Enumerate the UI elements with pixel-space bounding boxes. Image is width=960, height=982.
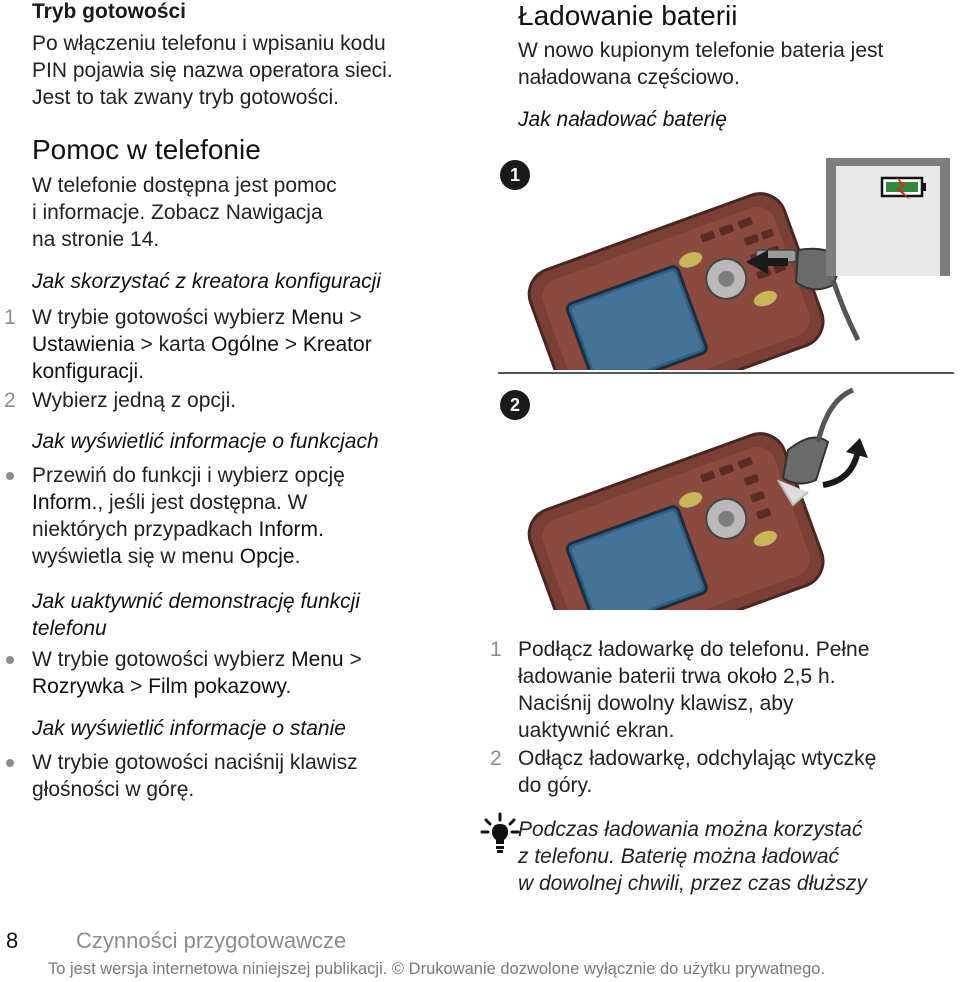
demo-subheading-line: telefonu [32, 617, 107, 640]
help-text [32, 172, 337, 253]
step-line: Podłącz ładowarkę do telefonu. Pełne [518, 638, 870, 661]
bullet-icon [6, 759, 14, 767]
intro-line: W nowo kupionym telefonie bateria jest [518, 39, 884, 62]
charging-heading: Ładowanie baterii [518, 0, 738, 31]
battery-charging-icon [882, 176, 926, 200]
copyright-notice: To jest wersja internetowa niniejszej publikacji. © Drukowanie dozwolone wyłącznie do użytku prywatnego. [48, 960, 826, 978]
standby-line: Po włączeniu telefonu i wpisaniu kodu [32, 32, 386, 55]
step-number: 2 [4, 389, 16, 412]
demo-subheading [32, 588, 360, 642]
phone-unplug-illustration [498, 380, 960, 610]
step-text: W trybie gotowości wybierz [32, 306, 292, 329]
bullet-icon [6, 472, 14, 480]
functions-line: , jeśli jest dostępna. W [97, 491, 308, 514]
demo-line: W trybie gotowości wybierz [32, 648, 292, 671]
standby-line: Jest to tak zwany tryb gotowości. [32, 86, 339, 109]
wizard-step-1 [32, 304, 372, 385]
settings-term: Ustawienia [32, 333, 135, 356]
phone-icon [522, 426, 830, 610]
functions-subheading: Jak wyświetlić informacje o funkcjach [32, 430, 379, 453]
status-text [32, 749, 358, 803]
charge-step-2 [518, 745, 876, 799]
standby-line: PIN pojawia się nazwa operatora sieci. [32, 59, 393, 82]
bullet-icon [6, 656, 14, 664]
nav-reference: Nawigacja [225, 201, 323, 224]
step-text: > karta [134, 333, 212, 356]
tip-line: w dowolnej chwili, przez czas dłuższy [518, 872, 867, 895]
help-heading: Pomoc w telefonie [32, 134, 261, 165]
step-line: do góry. [518, 774, 593, 797]
charging-intro [518, 37, 883, 91]
menu-term: Menu [291, 648, 344, 671]
phone-charging-illustration [498, 150, 960, 370]
status-subheading: Jak wyświetlić informacje o stanie [32, 717, 346, 740]
lightbulb-icon [480, 812, 520, 854]
wizard-term: konfiguracji [32, 360, 139, 383]
help-line: na stronie 14. [32, 228, 160, 251]
step-number: 2 [490, 747, 502, 770]
section-title: Czynności przygotowawcze [76, 928, 347, 953]
callout-1: 1 [500, 160, 530, 190]
general-term: Ogólne [211, 333, 279, 356]
functions-text [32, 462, 345, 570]
status-line: głośności w górę. [32, 778, 195, 801]
functions-line: niektórych przypadkach [32, 518, 259, 541]
step-line: Odłącz ładowarkę, odchylając wtyczkę [518, 747, 877, 770]
help-line [32, 199, 337, 226]
step-line: uaktywnić ekran. [518, 719, 675, 742]
functions-line: Przewiń do funkcji i wybierz opcję [32, 464, 345, 487]
wizard-term: Kreator [302, 333, 372, 356]
demo-text [32, 646, 362, 700]
separator: > [124, 675, 149, 698]
charge-step-1 [518, 636, 869, 744]
inform-term: Inform. [258, 518, 324, 541]
wizard-subheading: Jak skorzystać z kreatora konfiguracji [32, 270, 381, 293]
demo-film-term: Film pokazowy [148, 675, 286, 698]
tip-text [518, 816, 867, 897]
page-number: 8 [6, 928, 19, 953]
step-line: ładowanie baterii trwa około 2,5 h. [518, 665, 836, 688]
status-line: W trybie gotowości naciśnij klawisz [32, 751, 358, 774]
step-line: Naciśnij dowolny klawisz, aby [518, 692, 794, 715]
battery-inset [826, 158, 950, 276]
wizard-step-2: Wybierz jedną z opcji. [32, 389, 237, 412]
howto-subheading: Jak naładować baterię [518, 108, 727, 131]
divider [498, 372, 954, 374]
separator: > [343, 306, 362, 329]
separator: > [343, 648, 362, 671]
arrow-icon [823, 450, 858, 485]
standby-text [32, 30, 393, 111]
callout-2: 2 [500, 390, 530, 420]
punctuation: . [294, 545, 301, 568]
phone-icon [522, 186, 830, 370]
tip-line: z telefonu. Baterię można ładować [518, 845, 840, 868]
step-number: 1 [490, 638, 502, 661]
inform-term: Inform. [32, 491, 98, 514]
help-line: W telefonie dostępna jest pomoc [32, 174, 337, 197]
standby-heading: Tryb gotowości [32, 0, 187, 23]
charger-plug-icon [778, 390, 868, 505]
punctuation: . [285, 675, 292, 698]
tip-line: Podczas ładowania można korzystać [518, 818, 863, 841]
punctuation: . [138, 360, 145, 383]
options-term: Opcje [239, 545, 295, 568]
help-text-part: i informacje. Zobacz [32, 201, 226, 224]
demo-subheading-line: Jak uaktywnić demonstrację funkcji [32, 590, 360, 613]
menu-term: Menu [291, 306, 344, 329]
separator: > [278, 333, 303, 356]
functions-line: wyświetla się w menu [32, 545, 240, 568]
entertainment-term: Rozrywka [32, 675, 125, 698]
step-number: 1 [4, 306, 16, 329]
intro-line: naładowana częściowo. [518, 66, 740, 89]
